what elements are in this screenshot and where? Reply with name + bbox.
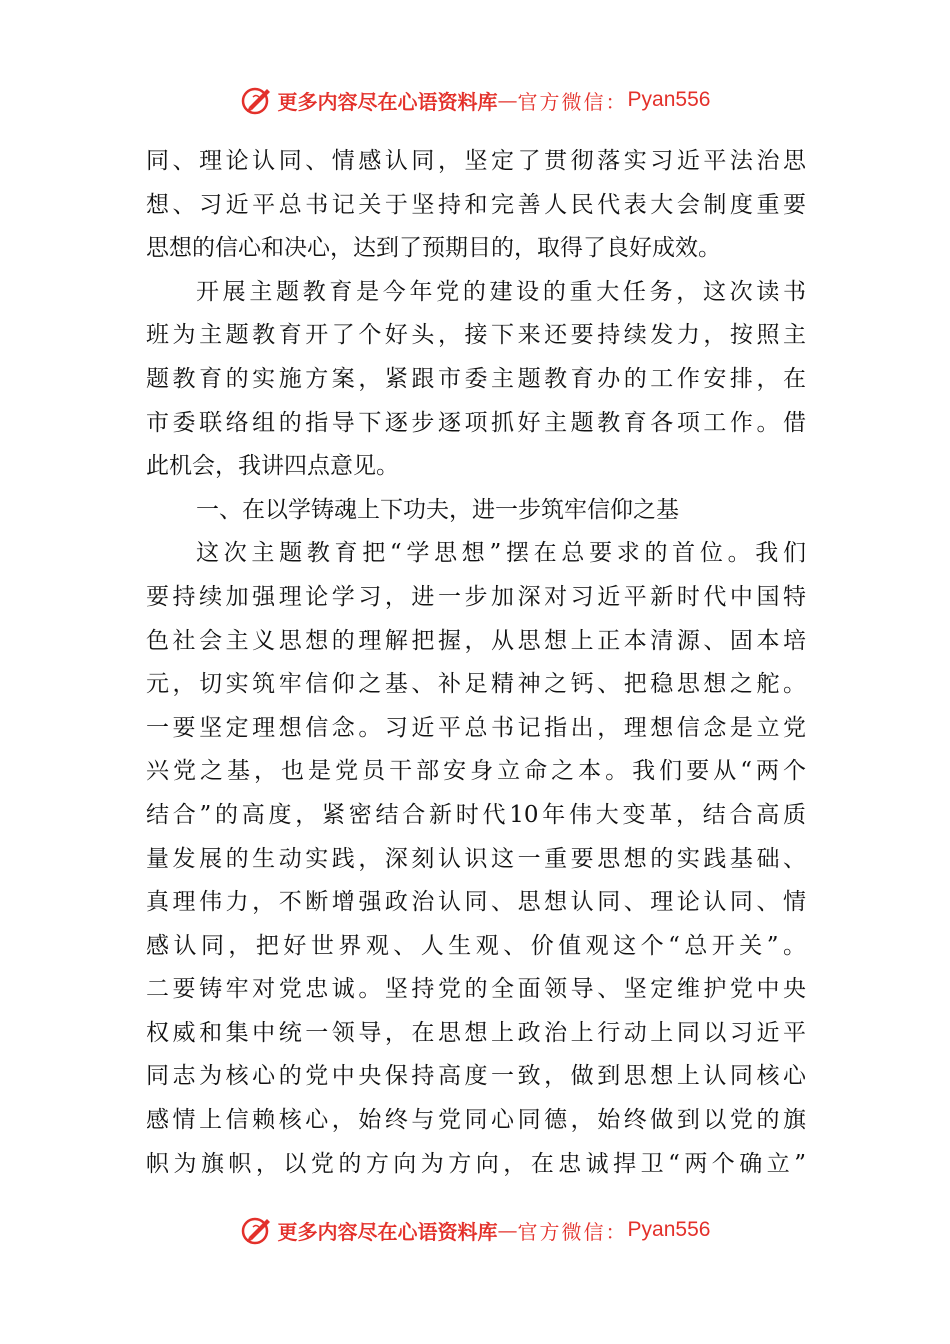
pen-circle-logo-icon (240, 83, 274, 117)
document-body (146, 140, 806, 1186)
text-line: 兴党之基，也是党员干部安身立命之本。我们要从“两个 (146, 758, 806, 785)
watermark-wechat-id: Pyan556 (627, 1218, 711, 1241)
text-line: 开展主题教育是今年党的建设的重大任务，这次读书 (196, 278, 806, 305)
text-line: 帜为旗帜，以党的方向为方向，在忠诚捍卫“两个确立” (146, 1150, 806, 1177)
text-line: 感情上信赖核心，始终与党同心同德，始终做到以党的旗 (146, 1107, 806, 1134)
header-watermark (0, 80, 950, 120)
text-line: 同志为核心的党中央保持高度一致，做到思想上认同核心 (146, 1063, 806, 1090)
watermark-title: 更多内容尽在心语资料库 (277, 1219, 498, 1244)
text-line: 这次主题教育把“学思想”摆在总要求的首位。我们 (196, 540, 806, 567)
pen-circle-logo-icon (240, 1213, 274, 1247)
text-line: 量发展的生动实践，深刻认识这一重要思想的实践基础、 (146, 845, 806, 872)
text-line: 色社会主义思想的理解把握，从思想上正本清源、固本培 (146, 627, 806, 654)
text-line: 思想的信心和决心，达到了预期目的，取得了良好成效。 (146, 235, 721, 262)
text-line: 结合”的高度，紧密结合新时代10年伟大变革，结合高质 (146, 801, 806, 828)
watermark-wechat-label: 官方微信： (517, 89, 628, 114)
watermark-wechat-label: 官方微信： (517, 1219, 628, 1244)
text-line: 二要铸牢对党忠诚。坚持党的全面领导、坚定维护党中央 (146, 976, 806, 1003)
text-line: 此机会，我讲四点意见。 (146, 453, 399, 480)
text-line: 同、理论认同、情感认同，坚定了贯彻落实习近平法治思 (146, 148, 806, 174)
text-line: 元，切实筑牢信仰之基、补足精神之钙、把稳思想之舵。 (146, 671, 806, 698)
text-line: 权威和集中统一领导，在思想上政治上行动上同以习近平 (146, 1019, 806, 1046)
text-line: 真理伟力，不断增强政治认同、思想认同、理论认同、情 (146, 889, 806, 916)
watermark-wechat-id: Pyan556 (627, 88, 711, 111)
watermark-separator: — (497, 88, 518, 112)
footer-watermark (0, 1210, 950, 1250)
text-line: 班为主题教育开了个好头，接下来还要持续发力，按照主 (146, 322, 806, 349)
text-line: 想、习近平总书记关于坚持和完善人民代表大会制度重要 (146, 191, 806, 218)
text-line: 感认同，把好世界观、人生观、价值观这个“总开关”。 (146, 932, 806, 959)
watermark-title: 更多内容尽在心语资料库 (277, 89, 498, 114)
text-line: 一要坚定理想信念。习近平总书记指出，理想信念是立党 (146, 714, 806, 741)
section-heading: 一、在以学铸魂上下功夫，进一步筑牢信仰之基 (196, 496, 679, 523)
watermark-separator: — (497, 1218, 518, 1242)
text-line: 题教育的实施方案，紧跟市委主题教育办的工作安排，在 (146, 365, 806, 392)
text-line: 要持续加强理论学习，进一步加深对习近平新时代中国特 (146, 583, 806, 610)
text-line: 市委联络组的指导下逐步逐项抓好主题教育各项工作。借 (146, 409, 806, 436)
